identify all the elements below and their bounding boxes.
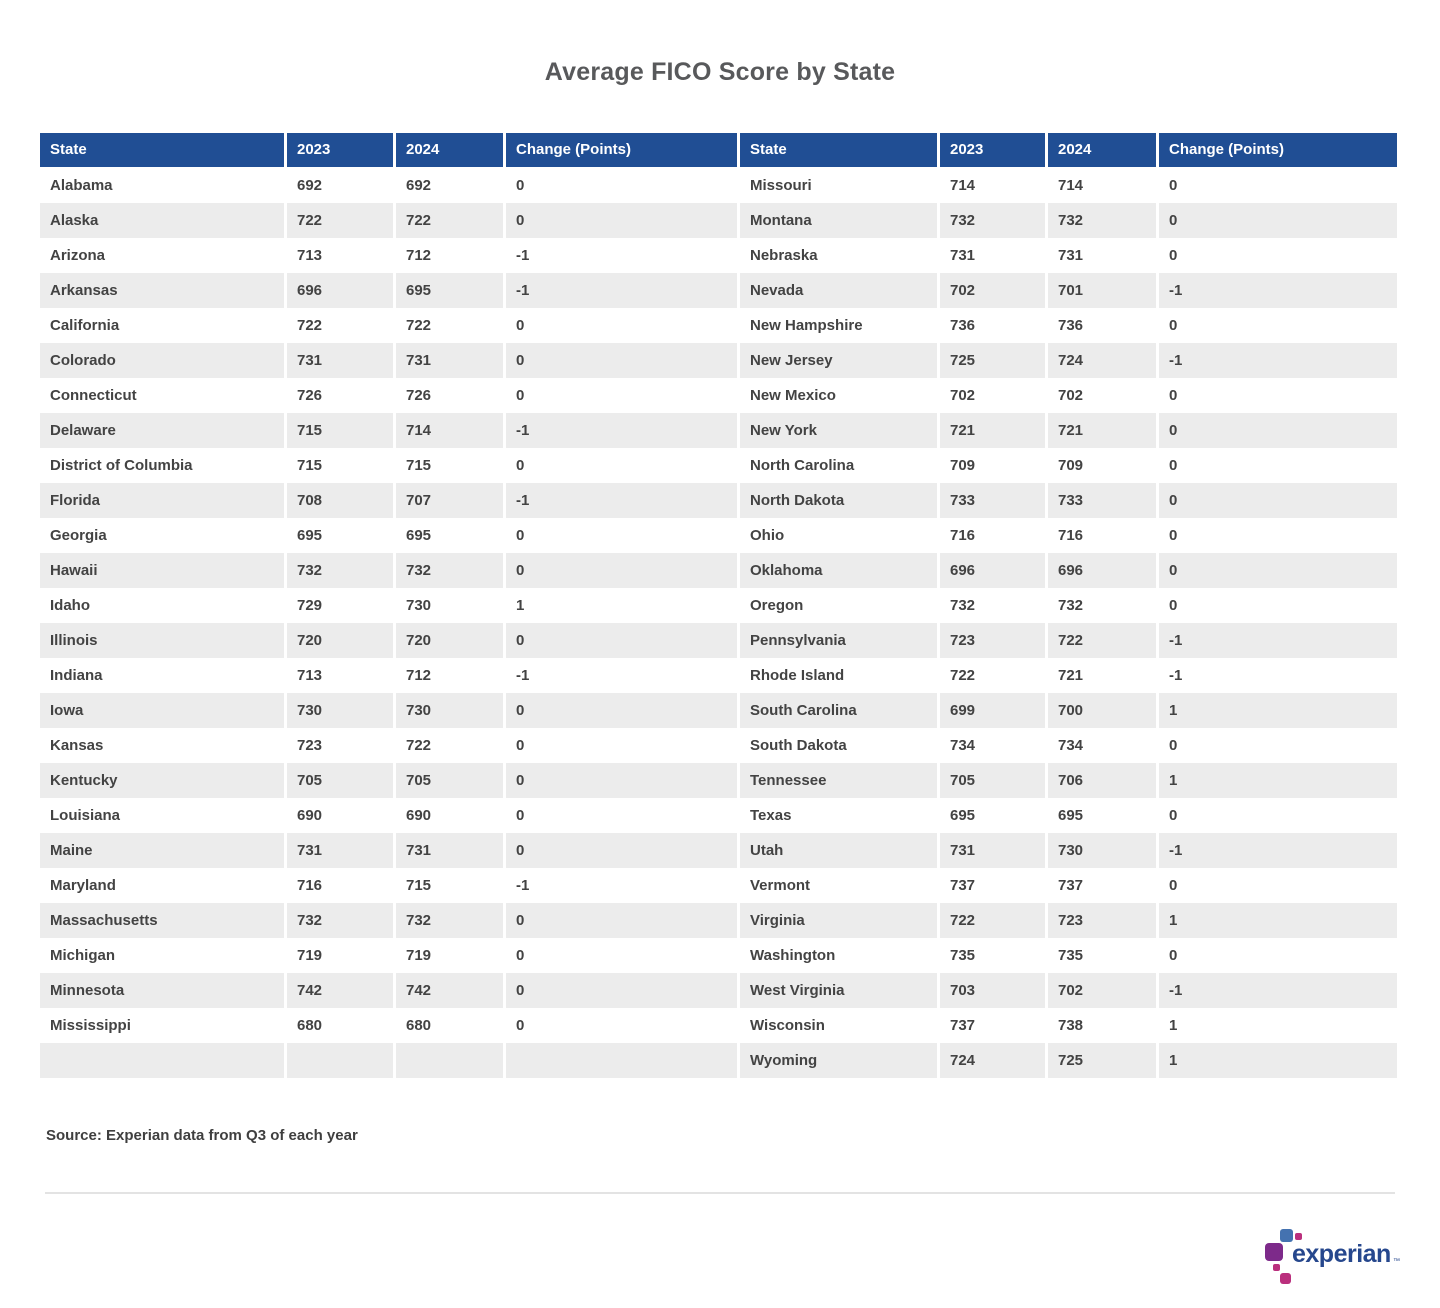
right-score-2023-cell: 735 <box>940 938 1048 973</box>
left-state-cell: Kansas <box>40 728 287 763</box>
left-score-2023-cell <box>287 1043 396 1078</box>
left-score-2024-cell: 730 <box>396 588 506 623</box>
left-change-cell: -1 <box>506 483 740 518</box>
left-state-cell: Minnesota <box>40 973 287 1008</box>
right-state-cell: Pennsylvania <box>740 623 940 658</box>
left-score-2023-cell: 732 <box>287 903 396 938</box>
right-state-cell: Nebraska <box>740 238 940 273</box>
left-state-cell: Maryland <box>40 868 287 903</box>
right-state-cell: West Virginia <box>740 973 940 1008</box>
left-score-2024-cell: 731 <box>396 343 506 378</box>
right-score-2023-cell: 732 <box>940 588 1048 623</box>
left-change-cell: 0 <box>506 448 740 483</box>
right-score-2024-cell: 735 <box>1048 938 1159 973</box>
left-change-cell: 0 <box>506 168 740 203</box>
left-change-cell: -1 <box>506 658 740 693</box>
left-change-cell: 0 <box>506 833 740 868</box>
right-change-cell: -1 <box>1159 833 1397 868</box>
left-change-cell: 0 <box>506 693 740 728</box>
right-score-2023-cell: 696 <box>940 553 1048 588</box>
left-state-cell: Idaho <box>40 588 287 623</box>
left-score-2023-cell: 713 <box>287 238 396 273</box>
right-score-2024-cell: 700 <box>1048 693 1159 728</box>
right-state-cell: Oklahoma <box>740 553 940 588</box>
right-score-2023-cell: 724 <box>940 1043 1048 1078</box>
left-state-cell: Arkansas <box>40 273 287 308</box>
left-change-cell: 1 <box>506 588 740 623</box>
right-change-cell: -1 <box>1159 973 1397 1008</box>
left-change-cell: 0 <box>506 553 740 588</box>
right-change-cell: 0 <box>1159 868 1397 903</box>
right-state-cell: New York <box>740 413 940 448</box>
left-score-2024-cell: 742 <box>396 973 506 1008</box>
right-change-cell: -1 <box>1159 658 1397 693</box>
left-state-cell: Mississippi <box>40 1008 287 1043</box>
left-score-2024-cell: 730 <box>396 693 506 728</box>
right-state-cell: Missouri <box>740 168 940 203</box>
right-score-2023-cell: 722 <box>940 658 1048 693</box>
left-state-cell: Illinois <box>40 623 287 658</box>
column-header-change: Change (Points) <box>506 133 740 167</box>
left-score-2023-cell: 680 <box>287 1008 396 1043</box>
right-state-cell: New Mexico <box>740 378 940 413</box>
right-change-cell: -1 <box>1159 623 1397 658</box>
right-score-2024-cell: 737 <box>1048 868 1159 903</box>
left-change-cell: 0 <box>506 1008 740 1043</box>
right-state-cell: South Carolina <box>740 693 940 728</box>
right-score-2023-cell: 731 <box>940 238 1048 273</box>
right-change-cell: 0 <box>1159 238 1397 273</box>
left-score-2024-cell: 690 <box>396 798 506 833</box>
left-state-cell: District of Columbia <box>40 448 287 483</box>
left-change-cell: 0 <box>506 378 740 413</box>
right-change-cell: 0 <box>1159 203 1397 238</box>
left-score-2023-cell: 731 <box>287 833 396 868</box>
right-score-2024-cell: 709 <box>1048 448 1159 483</box>
right-score-2023-cell: 733 <box>940 483 1048 518</box>
left-score-2024-cell: 732 <box>396 553 506 588</box>
right-score-2023-cell: 705 <box>940 763 1048 798</box>
right-score-2023-cell: 721 <box>940 413 1048 448</box>
left-state-cell: Louisiana <box>40 798 287 833</box>
right-state-cell: Utah <box>740 833 940 868</box>
right-state-cell: Montana <box>740 203 940 238</box>
right-score-2024-cell: 721 <box>1048 658 1159 693</box>
right-score-2024-cell: 736 <box>1048 308 1159 343</box>
right-score-2024-cell: 738 <box>1048 1008 1159 1043</box>
right-score-2023-cell: 732 <box>940 203 1048 238</box>
right-state-cell: Washington <box>740 938 940 973</box>
right-score-2024-cell: 725 <box>1048 1043 1159 1078</box>
right-score-2023-cell: 725 <box>940 343 1048 378</box>
left-change-cell: 0 <box>506 973 740 1008</box>
left-score-2024-cell: 722 <box>396 728 506 763</box>
right-score-2024-cell: 733 <box>1048 483 1159 518</box>
right-score-2023-cell: 714 <box>940 168 1048 203</box>
right-change-cell: 0 <box>1159 588 1397 623</box>
experian-logo <box>1262 1228 1402 1288</box>
right-change-cell: 0 <box>1159 308 1397 343</box>
right-score-2023-cell: 703 <box>940 973 1048 1008</box>
left-score-2023-cell: 716 <box>287 868 396 903</box>
left-score-2023-cell: 742 <box>287 973 396 1008</box>
left-score-2023-cell: 731 <box>287 343 396 378</box>
right-state-cell: Virginia <box>740 903 940 938</box>
left-state-cell: Delaware <box>40 413 287 448</box>
left-score-2023-cell: 722 <box>287 203 396 238</box>
right-change-cell: 1 <box>1159 763 1397 798</box>
left-change-cell: 0 <box>506 763 740 798</box>
right-score-2023-cell: 702 <box>940 273 1048 308</box>
column-header-state: State <box>740 133 940 167</box>
left-state-cell: Connecticut <box>40 378 287 413</box>
right-state-cell: Tennessee <box>740 763 940 798</box>
left-score-2023-cell: 708 <box>287 483 396 518</box>
right-change-cell: 0 <box>1159 553 1397 588</box>
left-score-2024-cell: 692 <box>396 168 506 203</box>
right-change-cell: -1 <box>1159 273 1397 308</box>
left-score-2023-cell: 692 <box>287 168 396 203</box>
right-score-2023-cell: 716 <box>940 518 1048 553</box>
right-state-cell: North Dakota <box>740 483 940 518</box>
right-score-2023-cell: 736 <box>940 308 1048 343</box>
right-change-cell: 0 <box>1159 483 1397 518</box>
right-change-cell: 1 <box>1159 1043 1397 1078</box>
left-change-cell: 0 <box>506 308 740 343</box>
left-score-2024-cell <box>396 1043 506 1078</box>
right-score-2023-cell: 734 <box>940 728 1048 763</box>
right-score-2023-cell: 709 <box>940 448 1048 483</box>
logo-square-pink-icon <box>1280 1273 1291 1284</box>
right-state-cell: Wisconsin <box>740 1008 940 1043</box>
left-change-cell: 0 <box>506 518 740 553</box>
column-header-score-2023: 2023 <box>287 133 396 167</box>
column-header-score-2024: 2024 <box>1048 133 1159 167</box>
left-score-2024-cell: 722 <box>396 203 506 238</box>
logo-square-purple-icon <box>1265 1243 1283 1261</box>
right-score-2024-cell: 732 <box>1048 203 1159 238</box>
right-score-2024-cell: 716 <box>1048 518 1159 553</box>
right-state-cell: Wyoming <box>740 1043 940 1078</box>
left-score-2023-cell: 729 <box>287 588 396 623</box>
left-score-2024-cell: 731 <box>396 833 506 868</box>
right-change-cell: 0 <box>1159 413 1397 448</box>
left-change-cell: -1 <box>506 273 740 308</box>
right-state-cell: North Carolina <box>740 448 940 483</box>
right-score-2024-cell: 734 <box>1048 728 1159 763</box>
left-score-2023-cell: 730 <box>287 693 396 728</box>
left-score-2024-cell: 719 <box>396 938 506 973</box>
right-score-2024-cell: 706 <box>1048 763 1159 798</box>
right-change-cell: 0 <box>1159 448 1397 483</box>
right-state-cell: South Dakota <box>740 728 940 763</box>
right-score-2024-cell: 714 <box>1048 168 1159 203</box>
right-score-2023-cell: 702 <box>940 378 1048 413</box>
column-header-score-2024: 2024 <box>396 133 506 167</box>
right-score-2023-cell: 699 <box>940 693 1048 728</box>
left-score-2023-cell: 696 <box>287 273 396 308</box>
right-change-cell: 0 <box>1159 728 1397 763</box>
logo-square-magenta-small-icon <box>1273 1264 1280 1271</box>
trademark-symbol: ™ <box>1393 1258 1400 1265</box>
left-score-2023-cell: 732 <box>287 553 396 588</box>
right-change-cell: 1 <box>1159 903 1397 938</box>
left-state-cell: Kentucky <box>40 763 287 798</box>
right-state-cell: Rhode Island <box>740 658 940 693</box>
left-state-cell: Arizona <box>40 238 287 273</box>
left-state-cell: Michigan <box>40 938 287 973</box>
left-change-cell: -1 <box>506 868 740 903</box>
left-state-cell: Iowa <box>40 693 287 728</box>
right-score-2024-cell: 724 <box>1048 343 1159 378</box>
left-score-2023-cell: 720 <box>287 623 396 658</box>
left-score-2024-cell: 722 <box>396 308 506 343</box>
right-score-2023-cell: 722 <box>940 903 1048 938</box>
left-state-cell: Hawaii <box>40 553 287 588</box>
left-score-2024-cell: 726 <box>396 378 506 413</box>
right-score-2024-cell: 732 <box>1048 588 1159 623</box>
left-state-cell: Florida <box>40 483 287 518</box>
left-score-2023-cell: 715 <box>287 448 396 483</box>
column-header-change: Change (Points) <box>1159 133 1397 167</box>
right-change-cell: 0 <box>1159 518 1397 553</box>
left-score-2024-cell: 715 <box>396 448 506 483</box>
left-change-cell: -1 <box>506 238 740 273</box>
source-note: Source: Experian data from Q3 of each year <box>46 1127 358 1144</box>
left-change-cell: 0 <box>506 903 740 938</box>
right-change-cell: 1 <box>1159 693 1397 728</box>
footer-divider <box>45 1192 1395 1194</box>
column-header-state: State <box>40 133 287 167</box>
left-score-2024-cell: 695 <box>396 273 506 308</box>
left-change-cell <box>506 1043 740 1078</box>
left-score-2023-cell: 695 <box>287 518 396 553</box>
left-state-cell: Alaska <box>40 203 287 238</box>
left-score-2024-cell: 707 <box>396 483 506 518</box>
right-score-2024-cell: 721 <box>1048 413 1159 448</box>
right-score-2024-cell: 702 <box>1048 973 1159 1008</box>
left-score-2024-cell: 732 <box>396 903 506 938</box>
right-state-cell: Vermont <box>740 868 940 903</box>
left-score-2023-cell: 705 <box>287 763 396 798</box>
left-score-2023-cell: 715 <box>287 413 396 448</box>
right-score-2023-cell: 731 <box>940 833 1048 868</box>
left-change-cell: 0 <box>506 728 740 763</box>
right-score-2023-cell: 695 <box>940 798 1048 833</box>
left-score-2024-cell: 712 <box>396 658 506 693</box>
left-score-2024-cell: 714 <box>396 413 506 448</box>
right-state-cell: New Jersey <box>740 343 940 378</box>
right-score-2024-cell: 723 <box>1048 903 1159 938</box>
left-score-2024-cell: 705 <box>396 763 506 798</box>
left-score-2023-cell: 719 <box>287 938 396 973</box>
left-state-cell: Indiana <box>40 658 287 693</box>
right-score-2024-cell: 695 <box>1048 798 1159 833</box>
right-change-cell: -1 <box>1159 343 1397 378</box>
left-state-cell: Georgia <box>40 518 287 553</box>
fico-score-table <box>40 133 1397 1078</box>
left-score-2024-cell: 712 <box>396 238 506 273</box>
right-state-cell: New Hampshire <box>740 308 940 343</box>
right-score-2024-cell: 701 <box>1048 273 1159 308</box>
right-change-cell: 0 <box>1159 938 1397 973</box>
left-change-cell: -1 <box>506 413 740 448</box>
left-score-2024-cell: 715 <box>396 868 506 903</box>
right-score-2024-cell: 730 <box>1048 833 1159 868</box>
left-score-2024-cell: 720 <box>396 623 506 658</box>
experian-wordmark: experian <box>1292 1240 1391 1268</box>
left-state-cell: Massachusetts <box>40 903 287 938</box>
left-score-2024-cell: 695 <box>396 518 506 553</box>
right-score-2024-cell: 731 <box>1048 238 1159 273</box>
right-change-cell: 0 <box>1159 378 1397 413</box>
left-change-cell: 0 <box>506 798 740 833</box>
page-title: Average FICO Score by State <box>544 58 896 86</box>
left-change-cell: 0 <box>506 343 740 378</box>
right-state-cell: Oregon <box>740 588 940 623</box>
right-state-cell: Ohio <box>740 518 940 553</box>
left-score-2023-cell: 726 <box>287 378 396 413</box>
right-score-2023-cell: 737 <box>940 1008 1048 1043</box>
right-score-2024-cell: 702 <box>1048 378 1159 413</box>
left-state-cell: Colorado <box>40 343 287 378</box>
left-state-cell: California <box>40 308 287 343</box>
right-score-2023-cell: 737 <box>940 868 1048 903</box>
right-change-cell: 1 <box>1159 1008 1397 1043</box>
left-state-cell: Alabama <box>40 168 287 203</box>
right-state-cell: Nevada <box>740 273 940 308</box>
right-score-2023-cell: 723 <box>940 623 1048 658</box>
left-score-2024-cell: 680 <box>396 1008 506 1043</box>
logo-square-magenta-dot-icon <box>1295 1233 1302 1240</box>
right-state-cell: Texas <box>740 798 940 833</box>
left-score-2023-cell: 723 <box>287 728 396 763</box>
right-score-2024-cell: 696 <box>1048 553 1159 588</box>
left-change-cell: 0 <box>506 938 740 973</box>
left-score-2023-cell: 713 <box>287 658 396 693</box>
left-score-2023-cell: 722 <box>287 308 396 343</box>
right-change-cell: 0 <box>1159 168 1397 203</box>
right-score-2024-cell: 722 <box>1048 623 1159 658</box>
right-change-cell: 0 <box>1159 798 1397 833</box>
column-header-score-2023: 2023 <box>940 133 1048 167</box>
left-change-cell: 0 <box>506 203 740 238</box>
left-state-cell: Maine <box>40 833 287 868</box>
left-score-2023-cell: 690 <box>287 798 396 833</box>
left-state-cell <box>40 1043 287 1078</box>
left-change-cell: 0 <box>506 623 740 658</box>
